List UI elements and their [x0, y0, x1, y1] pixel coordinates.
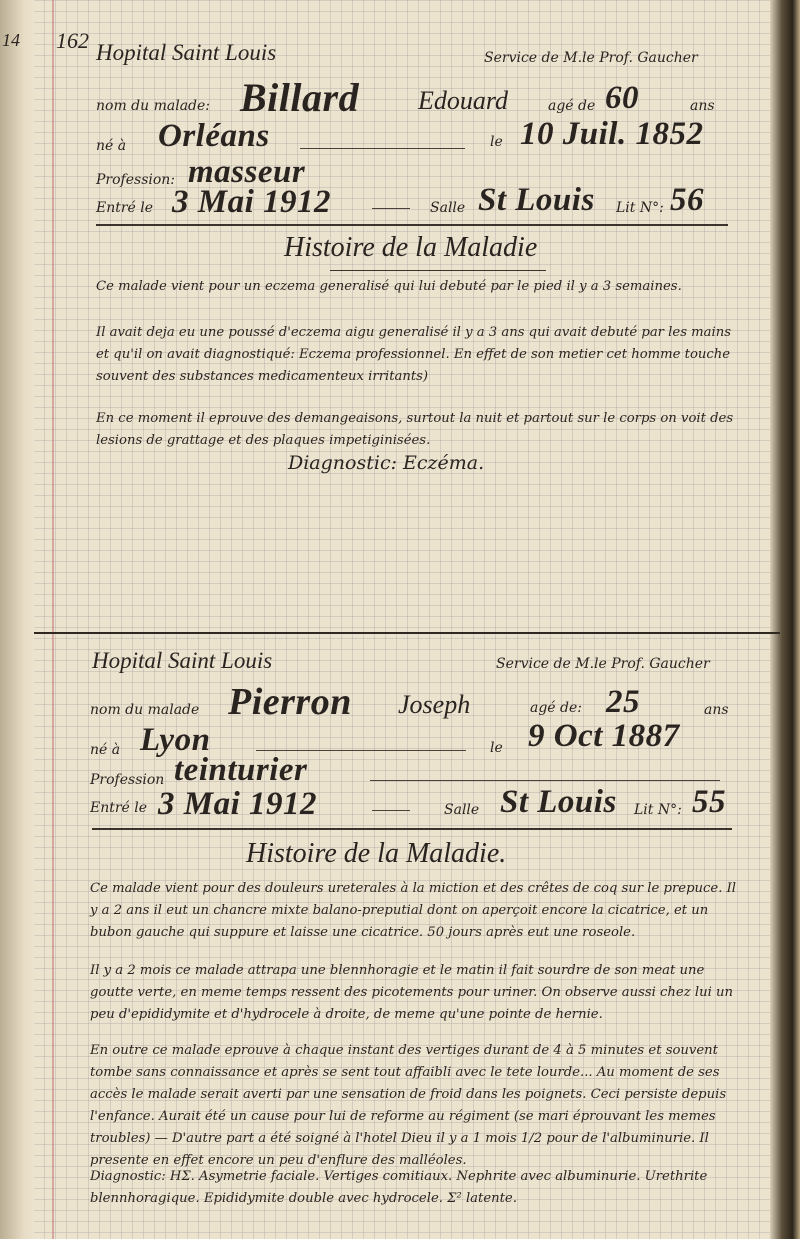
patient-surname: Billard — [240, 75, 360, 120]
hospital-name: Hopital Saint Louis — [92, 648, 273, 673]
salle: St Louis — [500, 784, 617, 820]
page-binding-right — [770, 0, 800, 1239]
header-rule — [96, 224, 728, 226]
label-lit: Lit N°: — [634, 802, 682, 818]
fill-line — [370, 780, 720, 781]
patient-firstname: Edouard — [418, 86, 509, 115]
page-binding-left — [0, 0, 34, 1239]
header-rule — [92, 828, 732, 830]
label-birthdate: le — [490, 740, 503, 756]
page-number: 162 — [56, 28, 89, 53]
fill-line — [256, 750, 466, 751]
label-entry-date: Entré le — [90, 800, 148, 816]
history-heading: Histoire de la Maladie. — [246, 838, 507, 869]
label-born-at: né à — [90, 742, 121, 758]
label-age: agé de — [548, 98, 596, 114]
margin-number: 14 — [2, 30, 20, 50]
label-salle: Salle — [444, 802, 480, 818]
history-heading: Histoire de la Maladie — [284, 232, 538, 263]
label-profession: Profession — [90, 772, 165, 788]
label-age-unit: ans — [690, 98, 715, 114]
diagnosis: Diagnostic: Eczéma. — [288, 452, 485, 474]
fill-line — [372, 810, 410, 811]
label-lit: Lit N°: — [616, 200, 664, 216]
birthplace: Orléans — [158, 118, 270, 154]
margin-rule — [52, 0, 54, 1239]
fill-line — [372, 208, 410, 209]
service-name: Service de M.le Prof. Gaucher — [484, 50, 698, 66]
diagnosis: Diagnostic: HΣ. Asymetrie faciale. Vertiges comitiaux. Nephrite avec albuminurie. Urethrite blennhoragique. Epididymite double avec hydrocele. Σ² latente. — [90, 1169, 708, 1206]
label-age-unit: ans — [704, 702, 729, 718]
label-entry-date: Entré le — [96, 200, 154, 216]
label-patient-name: nom du malade — [90, 702, 200, 718]
heading-underline — [330, 270, 546, 271]
patient-surname: Pierron — [228, 681, 352, 723]
history-paragraph: Il avait deja eu une poussé d'eczema aigu generalisé il y a 3 ans qui avait debuté par les mains et qu'il on avait diagnostiqué: Eczema professionnel. En effet de son metier cet homme touche souvent des substances medicamenteux irritants) — [96, 325, 732, 384]
section-divider — [34, 632, 780, 634]
label-birthdate: le — [490, 134, 503, 150]
label-age: agé de: — [530, 700, 583, 716]
label-profession: Profession: — [96, 172, 176, 188]
service-name: Service de M.le Prof. Gaucher — [496, 656, 710, 672]
patient-age: 60 — [605, 80, 639, 116]
birthdate: 9 Oct 1887 — [528, 718, 680, 754]
salle: St Louis — [478, 182, 595, 218]
entry-date: 3 Mai 1912 — [158, 786, 318, 822]
lit-number: 56 — [670, 182, 704, 218]
profession: masseur — [188, 154, 306, 190]
hospital-name: Hopital Saint Louis — [96, 40, 277, 65]
birthplace: Lyon — [140, 722, 211, 758]
history-paragraph: En ce moment il eprouve des demangeaisons, surtout la nuit et partout sur le corps on voit des lesions de grattage et des plaques impetiginisées. — [96, 411, 734, 448]
label-salle: Salle — [430, 200, 466, 216]
patient-age: 25 — [606, 684, 640, 720]
label-patient-name: nom du malade: — [96, 98, 211, 114]
history-paragraph: Ce malade vient pour un eczema generalisé qui lui debuté par le pied il y a 3 semaines. — [96, 279, 682, 294]
history-paragraph: Ce malade vient pour des douleurs ureterales à la miction et des crêtes de coq sur le prepuce. Il y a 2 ans il eut un chancre mixte balano-preputial dont on aperçoit encore la cicatrice, et un bubon gauche qui suppure et laisse une cicatrice. 50 jours après eut une roseole. — [90, 881, 737, 940]
lit-number: 55 — [692, 784, 726, 820]
profession: teinturier — [174, 752, 308, 788]
history-paragraph: Il y a 2 mois ce malade attrapa une blennhoragie et le matin il fait sourdre de son meat une goutte verte, en meme temps ressent des picotements pour uriner. On observe aussi chez lui un peu d'epididymite et d'hydrocele à droite, de meme qu'une pointe de hernie. — [90, 963, 733, 1022]
patient-firstname: Joseph — [398, 690, 471, 719]
history-paragraph: En outre ce malade eprouve à chaque instant des vertiges durant de 4 à 5 minutes et souvent tombe sans connaissance et après se sent tout affaibli avec le tete lourde... Au moment de ses accès le malade serait averti par une sensation de froid dans les poignets. Ceci persiste depuis l'enfance. Aurait été un cause pour lui de reforme au régiment (se mari éprouvant les memes troubles) — D'autre part a été soigné à l'hotel Dieu il y a 1 mois 1/2 pour de l'albuminurie. Il presente en effet encore un peu d'enflure des malléoles. — [90, 1043, 727, 1168]
entry-date: 3 Mai 1912 — [172, 184, 332, 220]
birthdate: 10 Juil. 1852 — [520, 116, 704, 152]
fill-line — [300, 148, 465, 149]
label-born-at: né à — [96, 138, 127, 154]
